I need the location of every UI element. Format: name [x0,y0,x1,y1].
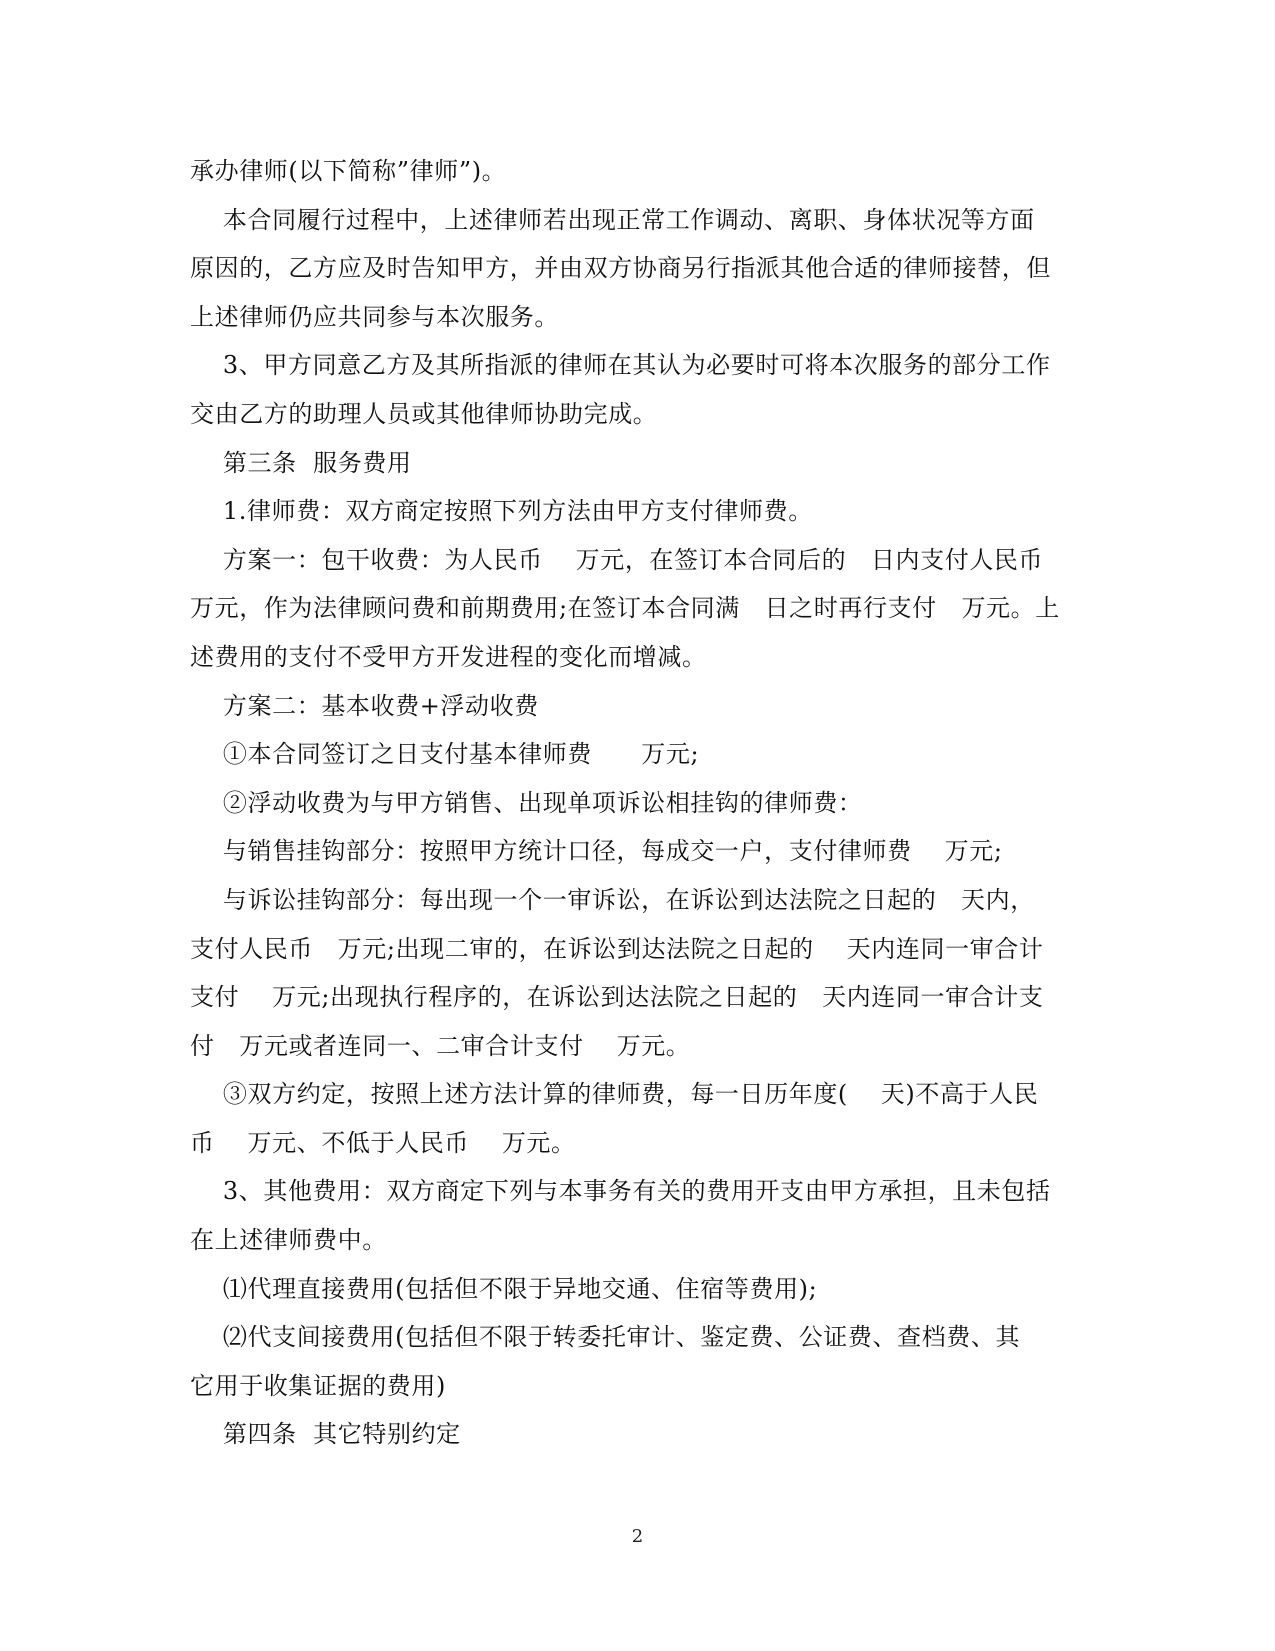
text-line: ②浮动收费为与甲方销售、出现单项诉讼相挂钩的律师费： [190,788,863,817]
text-line: 3、其他费用：双方商定下列与本事务有关的费用开支由甲方承担，且未包括 [190,1177,1051,1206]
body-text [190,147,1090,1459]
text-line: 3、甲方同意乙方及其所指派的律师在其认为必要时可将本次服务的部分工作 [190,351,1051,380]
text-line: 付 万元或者连同一、二审合计支付 万元。 [190,1031,691,1060]
text-line: 本合同履行过程中，上述律师若出现正常工作调动、离职、身体状况等方面 [190,205,1035,234]
text-line: 支付人民币 万元;出现二审的，在诉讼到达法院之日起的 天内连同一审合计 [190,934,1044,963]
text-line: 原因的，乙方应及时告知甲方，并由双方协商另行指派其他合适的律师接替，但 [190,254,1051,283]
text-line: 在上述律师费中。 [190,1226,387,1255]
page-number: 2 [631,1526,644,1547]
text-line: 上述律师仍应共同参与本次服务。 [190,302,559,331]
text-line: 与诉讼挂钩部分：每出现一个一审诉讼，在诉讼到达法院之日起的 天内， [190,885,1035,914]
text-line: 与销售挂钩部分：按照甲方统计口径，每成交一户，支付律师费 万元; [190,837,1003,866]
text-line: 交由乙方的助理人员或其他律师协助完成。 [190,399,658,428]
text-line: 述费用的支付不受甲方开发进程的变化而增减。 [190,642,707,671]
text-line: 支付 万元;出现执行程序的，在诉讼到达法院之日起的 天内连同一审合计支 [190,983,1044,1012]
text-line: 它用于收集证据的费用) [190,1371,446,1400]
text-line: ①本合同签订之日支付基本律师费 万元; [190,740,700,769]
section-heading: 第三条 服务费用 [190,448,412,477]
text-line: 万元，作为法律顾问费和前期费用;在签订本合同满 日之时再行支付 万元。上 [190,594,1060,623]
text-line: 方案一：包干收费：为人民币 万元，在签订本合同后的 日内支付人民币 [190,545,1044,574]
text-line: ③双方约定，按照上述方法计算的律师费，每一日历年度( 天)不高于人民 [190,1080,1039,1109]
text-line: 方案二：基本收费+浮动收费 [190,691,539,720]
text-line: 1.律师费：双方商定按照下列方法由甲方支付律师费。 [190,497,813,526]
section-heading: 第四条 其它特别约定 [190,1420,461,1449]
text-line: 承办律师(以下简称”律师”)。 [190,157,507,185]
text-line: 币 万元、不低于人民币 万元。 [190,1128,576,1157]
text-line: ⑴代理直接费用(包括但不限于异地交通、住宿等费用); [190,1274,818,1303]
text-line: ⑵代支间接费用(包括但不限于转委托审计、鉴定费、公证费、查档费、其 [190,1323,1021,1352]
